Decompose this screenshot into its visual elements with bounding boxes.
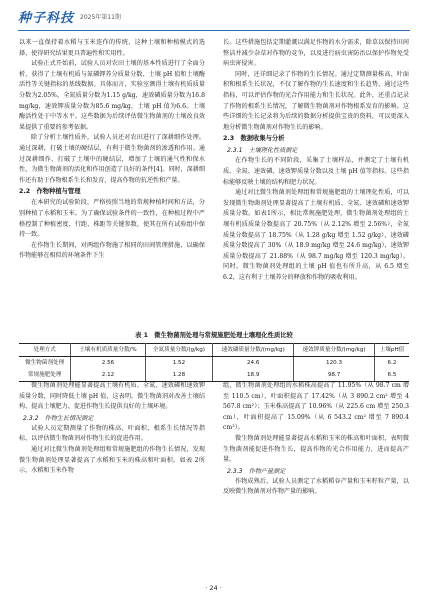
- table-header-cell: 土壤pH值: [374, 344, 409, 357]
- issue-label: 2025年第11期: [80, 14, 121, 21]
- page-number: · 24 ·: [205, 584, 222, 592]
- table-cell: 1.28: [145, 369, 213, 382]
- table-cell: 2.12: [71, 369, 145, 382]
- paragraph: 长。这些措施包括定期灌溉以满足作物的水分需求，除草以保持田间整洁并减少杂草对作物的竞争，以及进行病虫害防治以保护作物免受病虫害侵害。: [223, 39, 409, 68]
- table-header-cell: 全氮质量分数/(g/kg): [145, 344, 213, 357]
- paragraph: 在作物生长期间，对两组作物施了相同的田间管理措施，以确保作物能够在相似的环境条件下生: [19, 241, 205, 260]
- left-column-lower: [19, 381, 205, 477]
- paragraph: 在本研究的试验阶段，严格按照当地的常规种植时间和方法，分别种植了水稻和玉米。为了确保试验条件的一致性，在种植过程中严格控制了种植密度、行距、株距等关键参数，使其在所有试验组中保持一致。: [19, 199, 205, 239]
- paragraph: 在作物生长的不同阶段，采集了土壤样品，并测定了土壤有机质、全氮、速效磷、速效钾质量分数以及土壤 pH 值等指标。这些指标能够反映土壤的结构和肥力状况。: [223, 157, 409, 186]
- paragraph: 通过对比微生物菌剂处理组和常规施肥组的土壤理化性质，可以发现微生物菌剂处理显著提高了土壤有机质、全氮、速效磷和速效钾质量分数。如表1所示，相比常规施肥处理，微生物菌剂处理组的土壤有机质质量分数提高了 20.75%（从 2.12% 增至 2.56%），全氮质量分数提高了 18.75%（从 1.28 g/kg 增至 1.52 g/kg），速效磷质量分数提高了 30%（从 18.9 mg/kg 增至 24.6 mg/kg），速效钾质量分数提高了 21.88%（从 98.7 mg/kg 增至 120.3 mg/kg）。同时，微生物菌剂处理组的土壤 pH 值也有所升高，从 6.5 增至 6.2，这有利于土壤养分的释放和作物的吸收利用。: [223, 189, 409, 281]
- table-cell: 120.3: [294, 357, 375, 370]
- table-cell: 6.5: [374, 369, 409, 382]
- paragraph: 微生物菌剂处理能显著提高水稻和玉米的株高和叶面积，表明微生物菌剂能促进作物生长，提高作物的光合作用能力，进而提高产量。: [223, 434, 409, 464]
- paragraph: 微生物菌剂处理能显著提高土壤有机质、全氮、速效磷和速效钾质量分数，同时降低土壤 pH 值，这表明，微生物菌剂对改善土壤结构、提高土壤肥力、促进作物生长提供良好的土壤环境。: [19, 382, 205, 411]
- right-column-lower: [223, 381, 409, 498]
- table-row: [19, 369, 409, 382]
- table-header-cell: 土壤有机质质量分数/%: [71, 344, 145, 357]
- table-cell: 6.2: [387, 360, 397, 366]
- section-heading: 2.3.3 作物产量测定: [227, 467, 286, 475]
- left-column: [19, 38, 205, 262]
- table-cell: 1.52: [145, 357, 213, 370]
- journal-logo: 种子科技: [18, 11, 75, 26]
- table-header-cell: 处理方式: [19, 344, 71, 357]
- table-title: 表 1 微生物菌剂处理与常规施肥处理土壤理化性质比较: [135, 332, 293, 339]
- table-cell: 2.56: [71, 357, 145, 370]
- paragraph: 通过对比微生物菌剂处理组和常规施肥组的作物生长情况，发现微生物菌剂处理显著提高了水稻和玉米的株高和叶面积。如表 2所示，水稻和玉米作物: [19, 445, 205, 475]
- table-cell: 微生物菌剂处理: [19, 357, 71, 370]
- paragraph: 作物成熟后，试验人员测定了水稻稻谷产量和玉米籽粒产量，以反映微生物菌剂对作物产量的影响。: [223, 477, 409, 496]
- section-heading: 2.3.2 作物生长情况测定: [23, 414, 94, 422]
- paragraph: 组，微生物菌剂处理组的水稻株高提高了 11.95%（从 98.7 cm 增至 110.5 cm），叶面积提高了 17.42%（从 3 890.2 cm² 增至 4 567.8 cm²）；玉米株高提高了 10.96%（从 225.6 cm 增至 250.3 cm），叶面积提高了 15.09%（从 6 543.2 cm² 增至 7 890.4 cm²）。: [223, 382, 409, 432]
- soil-properties-table: [19, 343, 409, 382]
- paragraph: 除了分析土壤性质外，试验人员还对农田进行了深耕细作处理。通过深耕，打破土壤的硬结层，有利于微生物菌剂的渗透和作用。通过深耕细作，打破了土壤中的硬结层，增加了土壤的通气性和保水性，为微生物菌剂的活化和作用创造了良好的条件[4]。同时，深耕细作还有助于作物根系生长和发育，提高作物的抗逆性和产量。: [19, 134, 205, 184]
- table-cell: 18.9: [213, 369, 294, 382]
- table-row: [19, 357, 409, 370]
- paragraph: 同时，还详细记录了作物的生长情况。通过定期测量株高、叶面积和根系生长状况，不仅了解作物的生长速度和生长趋势，通过这些指标，可以评估作物的光合作用能力和生长状况。此外，还重点记录了作物的根系生长情况，了解微生物菌剂对作物根系发育的影响。这些详细的生长记录将为后续的数据分析提供宝贵的资料，可以更深入地分析微生物菌剂对作物生长的影响。: [223, 70, 409, 131]
- paragraph: 试验人员定期测量了作物的株高、叶面积、根系生长情况等指标，以评估微生物菌剂对作物生长的促进作用。: [19, 424, 205, 443]
- paragraph: 以来一直保持着水稻与玉米连作的传统，这种土壤和种植模式的选择，使得研究结果更具普遍性和实用性。: [19, 39, 205, 57]
- table-cell: 98.7: [294, 369, 375, 382]
- paragraph: 试验正式开始前，试验人员对农田土壤的基本性质进行了全面分析，获得了土壤有机质与氮磷钾养分质量分数、土壤 pH 值和土壤酶活性等关键指标的基线数据。具体而言，实验室测得土壤有机质质量分数为2.05%，全氮质量分数为1.15 g/kg，速效磷质量分数为16.8 mg/kg，速效钾质量分数为85.6 mg/kg，土壤 pH 值为6.6。土壤酶活性处于中等水平。这些数据为后续评估微生物菌剂的土壤改良效果提供了重要的参考依据。: [19, 60, 205, 131]
- section-heading: 2.3 数据收集与分析: [223, 135, 285, 143]
- section-heading: 2.2 作物种植与管理: [19, 188, 81, 196]
- section-heading: 2.3.1 土壤理化性质测定: [227, 147, 298, 155]
- right-column: [223, 38, 409, 283]
- page-header: [18, 6, 410, 31]
- table-header-cell: 速效钾质量分数/(mg/kg): [294, 344, 375, 357]
- table-header-cell: 速效磷质量分数/(mg/kg): [213, 344, 294, 357]
- table-cell: 24.6: [213, 357, 294, 370]
- table-cell: 常规施肥处理: [19, 369, 71, 382]
